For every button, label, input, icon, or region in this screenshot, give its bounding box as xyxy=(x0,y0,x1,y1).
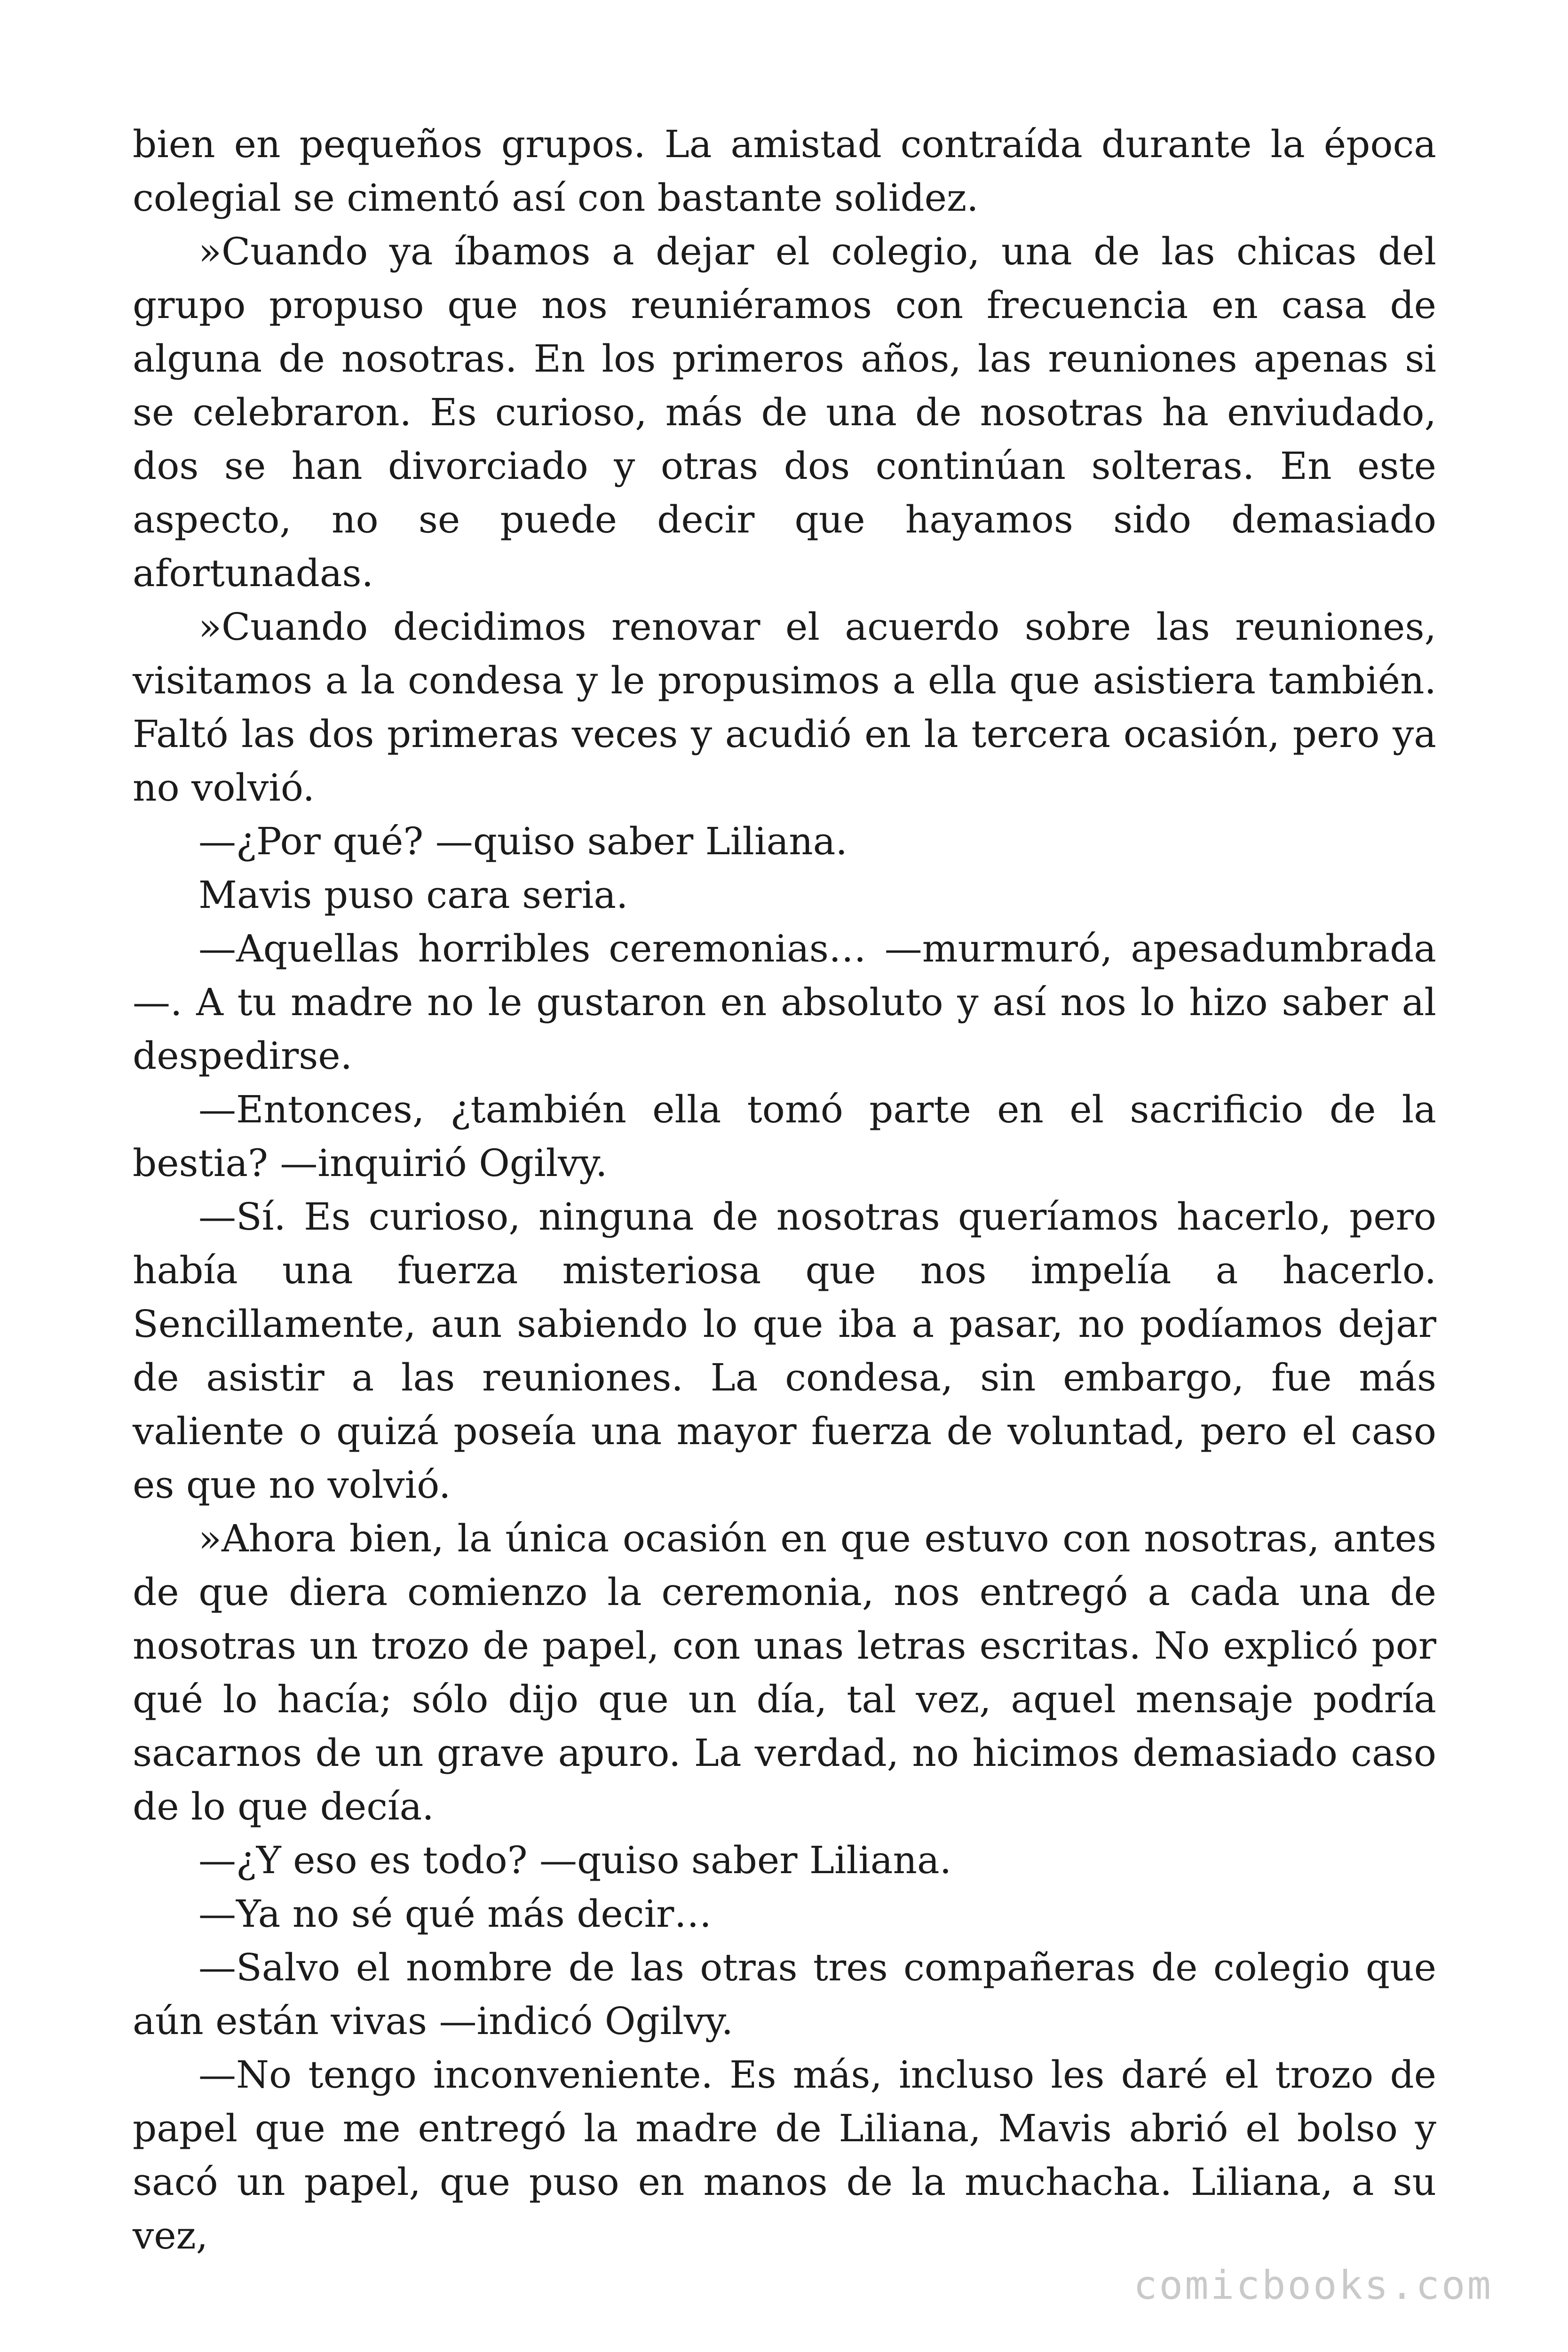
paragraph: —¿Por qué? —quiso saber Liliana. xyxy=(198,819,847,863)
paragraph: —Entonces, ¿también ella tomó parte en el sacrificio de la bestia? —inquirió Ogilvy. xyxy=(133,1088,1436,1185)
paragraph: bien en pequeños grupos. La amistad contraída durante la época colegial se cimentó así con bastante solidez. xyxy=(133,122,1436,220)
paragraph: —Salvo el nombre de las otras tres compañeras de colegio que aún están vivas —indicó Ogilvy. xyxy=(133,1946,1436,2043)
paragraph: —Sí. Es curioso, ninguna de nosotras queríamos hacerlo, pero había una fuerza misteriosa que nos impelía a hacerlo. Sencillamente, aun sabiendo lo que iba a pasar, no podíamos dejar de asistir a las reuniones. La condesa, sin embargo, fue más valiente o quizá poseía una mayor fuerza de voluntad, pero el caso es que no volvió. xyxy=(133,1195,1436,1507)
paragraph: »Ahora bien, la única ocasión en que estuvo con nosotras, antes de que diera comienzo la ceremonia, nos entregó a cada una de nosotras un trozo de papel, con unas letras escritas. No explicó por qué lo hacía; sólo dijo que un día, tal vez, aquel mensaje podría sacarnos de un grave apuro. La verdad, no hicimos demasiado caso de lo que decía. xyxy=(133,1517,1436,1828)
paragraph: »Cuando ya íbamos a dejar el colegio, una de las chicas del grupo propuso que nos reuniéramos con frecuencia en casa de alguna de nosotras. En los primeros años, las reuniones apenas si se celebraron. Es curioso, más de una de nosotras ha enviudado, dos se han divorciado y otras dos continúan solteras. En este aspecto, no se puede decir que hayamos sido demasiado afortunadas. xyxy=(133,230,1436,595)
paragraph: —No tengo inconveniente. Es más, incluso les daré el trozo de papel que me entregó la madre de Liliana, Mavis abrió el bolso y sacó un papel, que puso en manos de la muchacha. Liliana, a su vez, xyxy=(133,2053,1436,2257)
paragraph: —Ya no sé qué más decir… xyxy=(198,1892,712,1936)
paragraph: »Cuando decidimos renovar el acuerdo sobre las reuniones, visitamos a la condesa y le propusimos a ella que asistiera también. Faltó las dos primeras veces y acudió en la tercera ocasión, pero ya no volvió. xyxy=(133,605,1436,810)
paragraph: —¿Y eso es todo? —quiso saber Liliana. xyxy=(198,1838,952,1882)
paragraph: Mavis puso cara seria. xyxy=(198,873,628,917)
watermark: comicbooks.com xyxy=(1133,2262,1493,2308)
paragraph: —Aquellas horribles ceremonias… —murmuró, apesadumbrada —. A tu madre no le gustaron en absoluto y así nos lo hizo saber al despedirse. xyxy=(133,927,1436,1078)
book-page-text xyxy=(133,118,1436,2263)
